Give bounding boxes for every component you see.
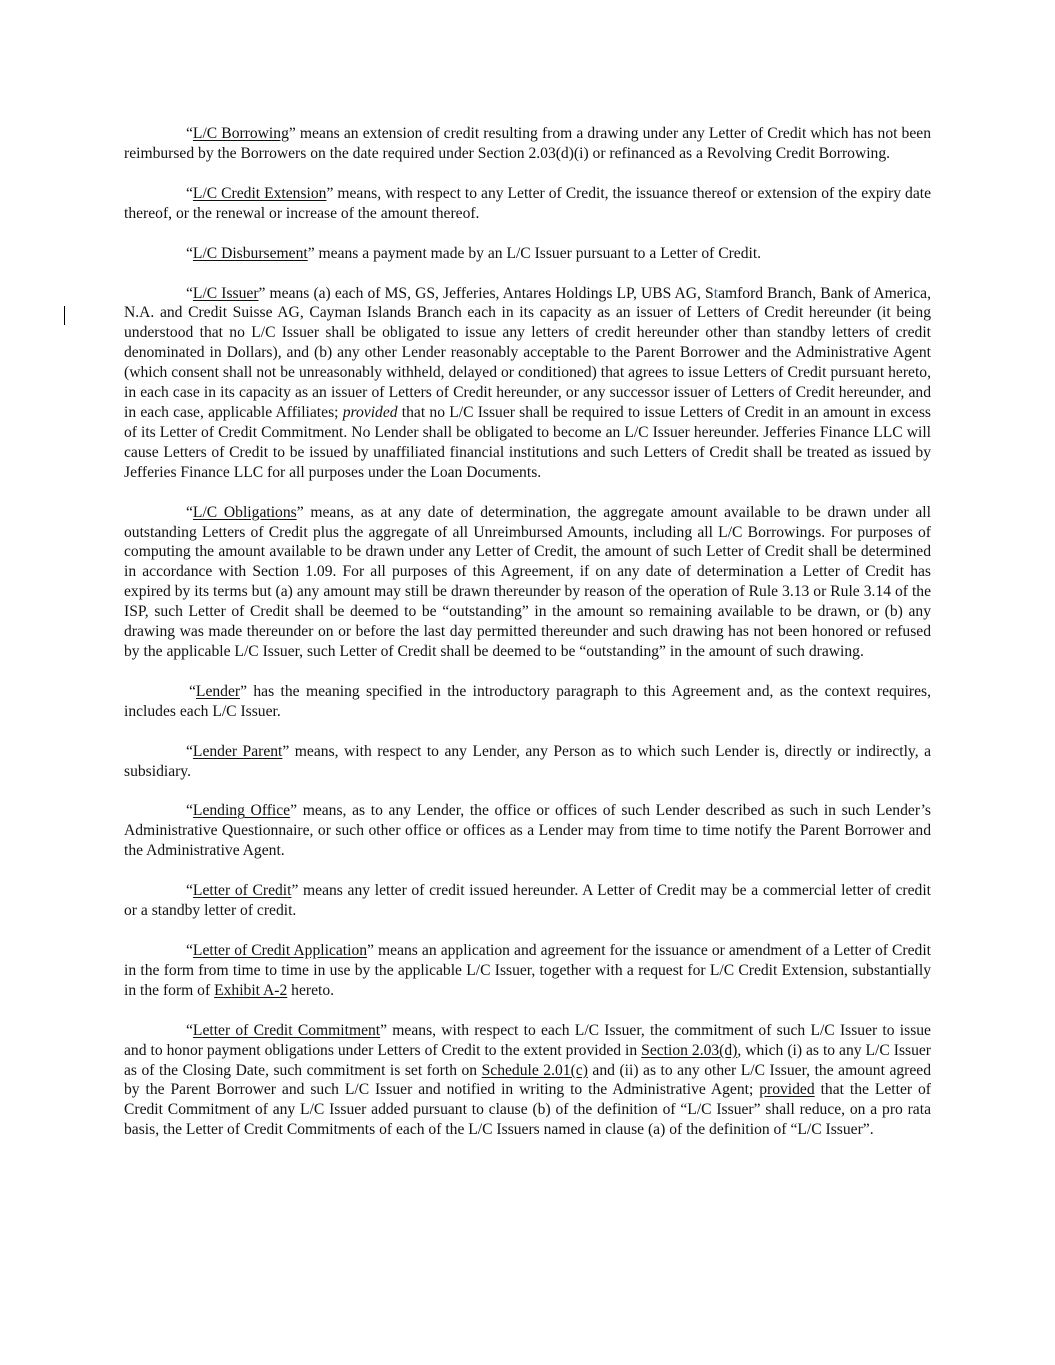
definition-text: means, with respect to each L/C Issuer, the commitment of such L/C Issuer to issue and to honor payment obligations under Letters of Credit to the extent provided in — [124, 1021, 931, 1059]
definition-text: means an application and agreement for the issuance or amendment of a Letter of Credit in the form from time to time in use by the applicable L/C Issuer, together with a request for L/C Credit Extension, substantially in the form of — [124, 942, 931, 999]
definition-text: has the meaning specified in the introductory paragraph to this Agreement and, as the context requires, includes each L/C Issuer. — [124, 682, 931, 720]
definition-lc-obligations: “L/C Obligations” means, as at any date of determination, the aggregate amount available to be drawn under all outstanding Letters of Credit plus the aggregate of all Unreimbursed Amounts, including all L/C Borrowings. For purposes of computing the amount available to be drawn under any Letter of Credit, the amount of such Letter of Credit shall be determined in accordance with Section 1.09. For all purposes of this Agreement, if on any date of determination a Letter of Credit has expired by its terms but (a) any amount may still be drawn thereunder by reason of the operation of Rule 3.13 or Rule 3.14 of the ISP, such Letter of Credit shall be deemed to be “outstanding” in the amount so remaining available to be drawn, or (b) any drawing was made thereunder on or before the last day permitted thereunder and such drawing has not been honored or refused by the applicable L/C Issuer, such Letter of Credit shall be deemed to be “outstanding” in the amount of such drawing. — [124, 503, 931, 660]
definition-text: means, as to any Lender, the office or offices of such Lender described as such in such Lender’s Administrative Questionnaire, or such other office or offices as a Lender may from time to time notify the Parent Borrower and the Administrative Agent. — [124, 802, 931, 860]
definition-lc-issuer: “L/C Issuer” means (a) each of MS, GS, Jefferies, Antares Holdings LP, UBS AG, Stamford Branch, Bank of America, N.A. and Credit Suisse AG, Cayman Islands Branch each in its capacity as an issuer of Letters of Credit hereunder (it being understood that no L/C Issuer shall be obligated to issue any letters of credit hereunder other than standby letters of credit denominated in Dollars), and (b) any other Lender reasonably acceptable to the Parent Borrower and the Administrative Agent (which consent shall not be unreasonably withheld, delayed or conditioned) that agrees to issue Letters of Credit pursuant hereto, in each case in its capacity as an issuer of Letters of Credit hereunder, or any successor issuer of Letters of Credit hereunder, and in each case, applicable Affiliates; provided that no L/C Issuer shall be required to issue Letters of Credit in an amount in excess of its Letter of Credit Commitment. No Lender shall be obligated to become an L/C Issuer hereunder. Jefferies Finance LLC will cause Letters of Credit to be issued by unaffiliated financial institutions and such Letters of Credit shall be treated as issued by Jefferies Finance LLC for all purposes under the Loan Documents. — [124, 284, 931, 481]
defined-term: L/C Issuer — [192, 284, 259, 302]
underlined-proviso: provided — [759, 1081, 815, 1099]
definition-text: amford Branch, Bank of America, N.A. and Credit Suisse AG, Cayman Islands Branch each in its capacity as an issuer of Letters of Credit hereunder (it being understood that no L/C Issuer shall be obligated to issue any letters of credit hereunder other than standby letters of credit denominated in Dollars), and (b) any other Lender reasonably acceptable to the Parent Borrower and the Administrative Agent (which consent shall not be unreasonably withheld, delayed or conditioned) that agrees to issue Letters of Credit pursuant hereto, in each case in its capacity as an issuer of Letters of Credit hereunder, or any successor issuer of Letters of Credit hereunder, and in each case, applicable Affiliates; — [124, 284, 931, 421]
definition-text: means an extension of credit resulting from a drawing under any Letter of Credit which has not been reimbursed by the Borrowers on the date required under Section 2.03(d)(i) or refinanced as a Revolving Credit Borrowing. — [124, 125, 931, 162]
defined-term: Letter of Credit Application — [192, 942, 368, 959]
definition-letter-of-credit-application: “Letter of Credit Application” means an application and agreement for the issuance or amendment of a Letter of Credit in the form from time to time in use by the applicable L/C Issuer, together with a request for L/C Credit Extension, substantially in the form of Exhibit A-2 hereto. — [124, 942, 931, 999]
definition-lender: “Lender” has the meaning specified in the introductory paragraph to this Agreement and, as the context requires, includes each L/C Issuer. — [124, 682, 931, 720]
defined-term: Lending Office — [192, 802, 291, 820]
definition-text: hereto. — [287, 981, 335, 999]
definition-text: means, with respect to any Letter of Credit, the issuance thereof or extension of the expiry date thereof, or the renewal or increase of the amount thereof. — [124, 184, 931, 222]
cross-reference: Schedule 2.01(c) — [481, 1061, 588, 1079]
definition-text: that the Letter of Credit Commitment of any L/C Issuer added pursuant to clause (b) of the definition of “L/C Issuer” shall reduce, on a pro rata basis, the Letter of Credit Commitments of each of the L/C Issuers named in clause (a) of the definition of “L/C Issuer”. — [124, 1081, 931, 1139]
defined-term: Letter of Credit — [192, 882, 292, 900]
defined-term: L/C Borrowing — [192, 125, 289, 142]
cross-reference: Section 2.03(d) — [641, 1041, 738, 1059]
defined-term: Letter of Credit Commitment — [192, 1021, 381, 1039]
defined-term: L/C Credit Extension — [192, 184, 327, 202]
definition-lc-disbursement: “L/C Disbursement” means a payment made by an L/C Issuer pursuant to a Letter of Credit. — [186, 244, 762, 262]
definition-text: means any letter of credit issued hereunder. A Letter of Credit may be a commercial letter of credit or a standby letter of credit. — [124, 882, 931, 920]
revision-bar — [64, 306, 65, 325]
revision-mark: t — [713, 284, 719, 302]
definition-lending-office: “Lending Office” means, as to any Lender, the office or offices of such Lender described as such in such Lender’s Administrative Questionnaire, or such other office or offices as a Lender may from time to time notify the Parent Borrower and the Administrative Agent. — [124, 802, 931, 860]
definition-lender-parent: “Lender Parent” means, with respect to any Lender, any Person as to which such Lender is, directly or indirectly, a subsidiary. — [124, 742, 932, 780]
definition-text: means, as at any date of determination, the aggregate amount available to be drawn under all outstanding Letters of Credit plus the aggregate of all Unreimbursed Amounts, including all L/C Borrowings. For purposes of computing the amount available to be drawn under any Letter of Credit, the amount of such Letter of Credit shall be determined in accordance with Section 1.09. For all purposes of this Agreement, if on any date of determination a Letter of Credit has expired by its terms but (a) any amount may still be drawn thereunder by reason of the operation of Rule 3.13 or Rule 3.14 of the ISP, such Letter of Credit shall be deemed to be “outstanding” in the amount so remaining available to be drawn, or (b) any drawing was made thereunder on or before the last day permitted thereunder and such drawing has not been honored or refused by the applicable L/C Issuer, such Letter of Credit shall be deemed to be “outstanding” in the amount of such drawing. — [124, 503, 931, 660]
definition-text: that no L/C Issuer shall be required to issue Letters of Credit in an amount in excess of its Letter of Credit Commitment. No Lender shall be obligated to become an L/C Issuer hereunder. Jefferies Finance LLC will cause Letters of Credit to be issued by unaffiliated financial institutions and such Letters of Credit shall be treated as issued by Jefferies Finance LLC for all purposes under the Loan Documents. — [124, 403, 931, 481]
italic-proviso: provided — [342, 403, 398, 421]
defined-term: L/C Obligations — [192, 503, 297, 521]
definition-letter-of-credit-commitment: “Letter of Credit Commitment” means, with respect to each L/C Issuer, the commitment of such L/C Issuer to issue and to honor payment obligations under Letters of Credit to the extent provided in Section 2.03(d), which (i) as to any L/C Issuer as of the Closing Date, such commitment is set forth on Schedule 2.01(c) and (ii) as to any other L/C Issuer, the amount agreed by the Parent Borrower and such L/C Issuer and notified in writing to the Administrative Agent; provided that the Letter of Credit Commitment of any L/C Issuer added pursuant to clause (b) of the definition of “L/C Issuer” shall reduce, on a pro rata basis, the Letter of Credit Commitments of each of the L/C Issuers named in clause (a) of the definition of “L/C Issuer”. — [124, 1021, 931, 1139]
defined-term: L/C Disbursement — [192, 244, 308, 262]
definition-text: means a payment made by an L/C Issuer pursuant to a Letter of Credit. — [314, 244, 762, 262]
definition-text: and (ii) as to any other L/C Issuer, the amount agreed by the Parent Borrower and such L/C Issuer and notified in writing to the Administrative Agent; — [124, 1061, 931, 1099]
document-page — [124, 124, 931, 1160]
definition-lc-credit-extension: “L/C Credit Extension” means, with respect to any Letter of Credit, the issuance thereof or extension of the expiry date thereof, or the renewal or increase of the amount thereof. — [124, 184, 931, 222]
defined-term: Lender — [195, 682, 241, 700]
defined-term: Lender Parent — [192, 742, 283, 760]
definition-text: means, with respect to any Lender, any Person as to which such Lender is, directly or indirectly, a subsidiary. — [124, 742, 932, 780]
definition-text: means (a) each of MS, GS, Jefferies, Antares Holdings LP, UBS AG, S — [265, 284, 714, 302]
definition-lc-borrowing: “L/C Borrowing” means an extension of credit resulting from a drawing under any Letter of Credit which has not been reimbursed by the Borrowers on the date required under Section 2.03(d)(i) or refinanced as a Revolving Credit Borrowing. — [124, 125, 931, 162]
definition-text: , which (i) as to any L/C Issuer as of the Closing Date, such commitment is set forth on — [124, 1041, 931, 1079]
definition-letter-of-credit: “Letter of Credit” means any letter of credit issued hereunder. A Letter of Credit may be a commercial letter of credit or a standby letter of credit. — [124, 882, 931, 920]
cross-reference: Exhibit A-2 — [214, 981, 288, 999]
